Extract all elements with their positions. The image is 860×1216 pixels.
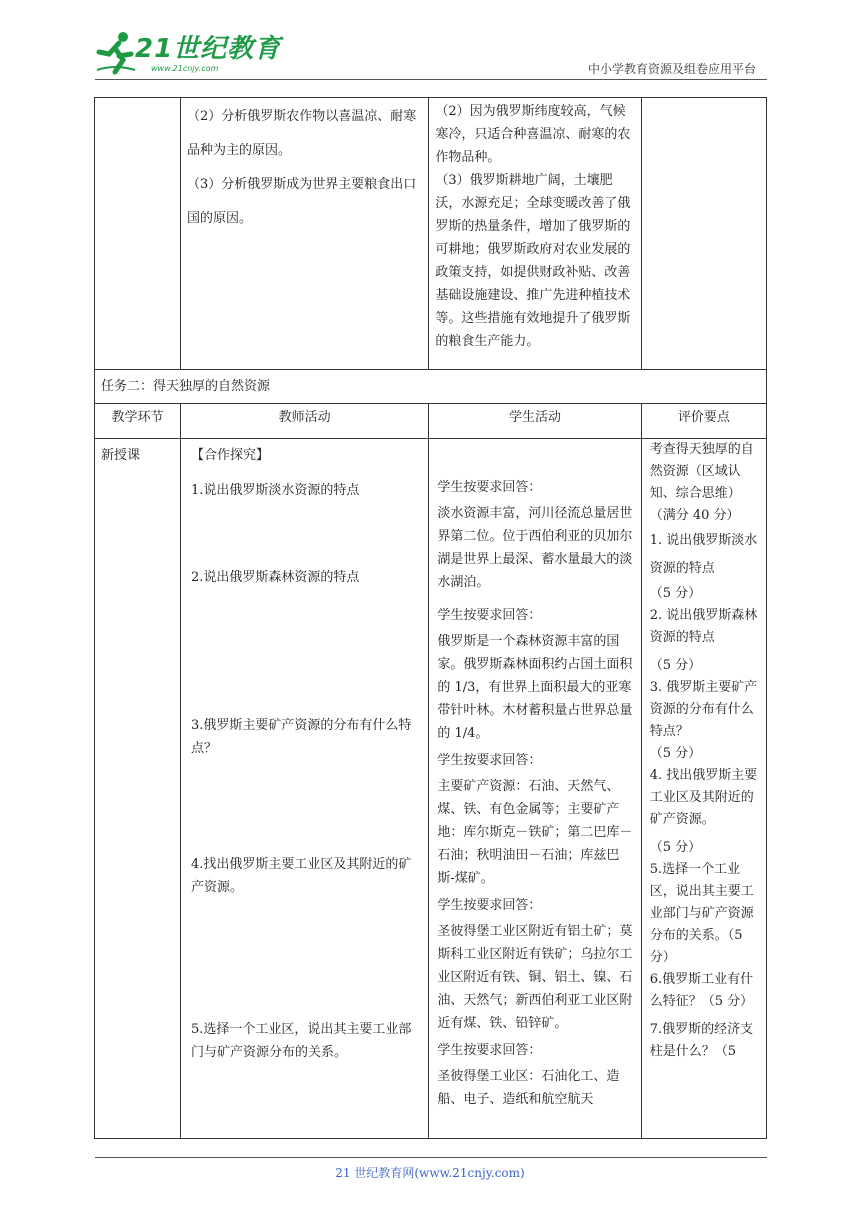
column-header-evaluation: 评价要点	[641, 404, 766, 439]
student-answer-3: 主要矿产资源：石油、天然气、煤、铁、有色金属等；主要矿产地：库尔斯克－铁矿；第二巴库－石油；秋明油田－石油；库兹巴斯-煤矿。	[437, 779, 633, 886]
student-answer-3: （3）俄罗斯耕地广阔，土壤肥沃，水源充足；全球变暖改善了俄罗斯的热量条件，增加了俄罗斯的可耕地；俄罗斯政府对农业发展的政策支持，如提供财政补贴、改善基础设施建设、推广先进种植技术等。这些措施有效地提升了俄罗斯的粮食生产能力。	[435, 173, 631, 349]
evaluation-intro: 考查得天独厚的自然资源（区域认知、综合思维）（满分 40 分）	[649, 442, 754, 523]
evaluation-item-3: 3. 俄罗斯主要矿产资源的分布有什么特点？	[649, 680, 758, 739]
student-answer-1: 淡水资源丰富，河川径流总量居世界第二位。位于西伯利亚的贝加尔湖是世界上最深、蓄水量最大的淡水湖泊。	[437, 506, 633, 590]
lesson-table	[94, 97, 767, 1139]
evaluation-item-2: 2. 说出俄罗斯森林资源的特点	[649, 608, 758, 645]
evaluation-item-5: 5.选择一个工业区，说出其主要工业部门与矿产资源分布的关系。（5 分）	[649, 862, 754, 965]
stage-cell	[95, 98, 181, 370]
teacher-question-1: 1.说出俄罗斯淡水资源的特点	[191, 483, 360, 498]
task-title: 任务二：得天独厚的自然资源	[95, 370, 767, 404]
logo-text: 21世纪教育	[135, 34, 282, 64]
evaluation-cell	[641, 439, 766, 1139]
answer-prompt: 学生按要求回答：	[437, 898, 542, 913]
column-header-stage: 教学环节	[95, 404, 181, 439]
column-header-teacher: 教师活动	[181, 404, 429, 439]
student-answer-2: （2）因为俄罗斯纬度较高，气候寒冷，只适合种喜温凉、耐寒的农作物品种。	[435, 104, 631, 165]
table-row	[95, 439, 767, 1139]
header-divider	[95, 79, 767, 80]
runner-logo-icon	[95, 30, 137, 76]
stage-cell	[95, 439, 181, 1139]
evaluation-item-6: 6.俄罗斯工业有什么特征？（5 分）	[649, 972, 754, 1009]
evaluation-cell	[641, 98, 766, 370]
column-header-row	[95, 404, 767, 439]
evaluation-score-4: （5 分）	[649, 840, 702, 855]
stage-label: 新授课	[101, 448, 141, 463]
footer-divider	[95, 1157, 767, 1158]
teacher-activity-cell	[181, 439, 429, 1139]
table-row	[95, 98, 767, 370]
teacher-question-3: （3）分析俄罗斯成为世界主要粮食出口国的原因。	[187, 177, 417, 226]
evaluation-item-1: 1. 说出俄罗斯淡水资源的特点	[649, 533, 758, 576]
evaluation-score-1: （5 分）	[649, 586, 702, 601]
student-answer-5: 圣彼得堡工业区：石油化工、造船、电子、造纸和航空航天	[437, 1069, 620, 1107]
evaluation-score-3: （5 分）	[649, 746, 702, 761]
student-activity-cell	[429, 439, 641, 1139]
student-activity-cell	[429, 98, 641, 370]
evaluation-item-4: 4. 找出俄罗斯主要工业区及其附近的矿产资源。	[649, 768, 758, 827]
answer-prompt: 学生按要求回答：	[437, 608, 542, 623]
logo-url: www.21cnjy.com	[151, 64, 219, 73]
footer-source: 21 世纪教育网(www.21cnjy.com)	[335, 1166, 525, 1180]
answer-prompt: 学生按要求回答：	[437, 753, 542, 768]
student-answer-4: 圣彼得堡工业区附近有铝土矿；莫斯科工业区附近有铁矿；乌拉尔工业区附近有铁、铜、铝土、镍、石油、天然气；新西伯利亚工业区附近有煤、铁、铅锌矿。	[437, 924, 633, 1031]
site-logo	[95, 28, 282, 78]
answer-prompt: 学生按要求回答：	[437, 480, 542, 495]
teacher-question-2: （2）分析俄罗斯农作物以喜温凉、耐寒品种为主的原因。	[187, 109, 417, 158]
student-answer-2: 俄罗斯是一个森林资源丰富的国家。俄罗斯森林面积约占国土面积的 1/3，有世界上面积最大的亚寒带针叶林。木材蓄积量占世界总量的 1/4。	[437, 634, 633, 741]
answer-prompt: 学生按要求回答：	[437, 1043, 542, 1058]
teacher-question-4: 4.找出俄罗斯主要工业区及其附近的矿产资源。	[191, 857, 412, 895]
column-header-student: 学生活动	[429, 404, 641, 439]
task-row	[95, 370, 767, 404]
teacher-question-2: 2.说出俄罗斯森林资源的特点	[191, 570, 360, 585]
evaluation-score-2: （5 分）	[649, 658, 702, 673]
teacher-activity-cell	[181, 98, 429, 370]
activity-title: 【合作探究】	[191, 448, 270, 463]
teacher-question-3: 3.俄罗斯主要矿产资源的分布有什么特点？	[191, 718, 412, 756]
platform-name: 中小学教育资源及组卷应用平台	[587, 62, 756, 76]
page-header	[0, 0, 860, 90]
teacher-question-5: 5.选择一个工业区，说出其主要工业部门与矿产资源分布的关系。	[191, 1022, 412, 1060]
evaluation-item-7: 7.俄罗斯的经济支柱是什么？（5	[649, 1022, 754, 1059]
